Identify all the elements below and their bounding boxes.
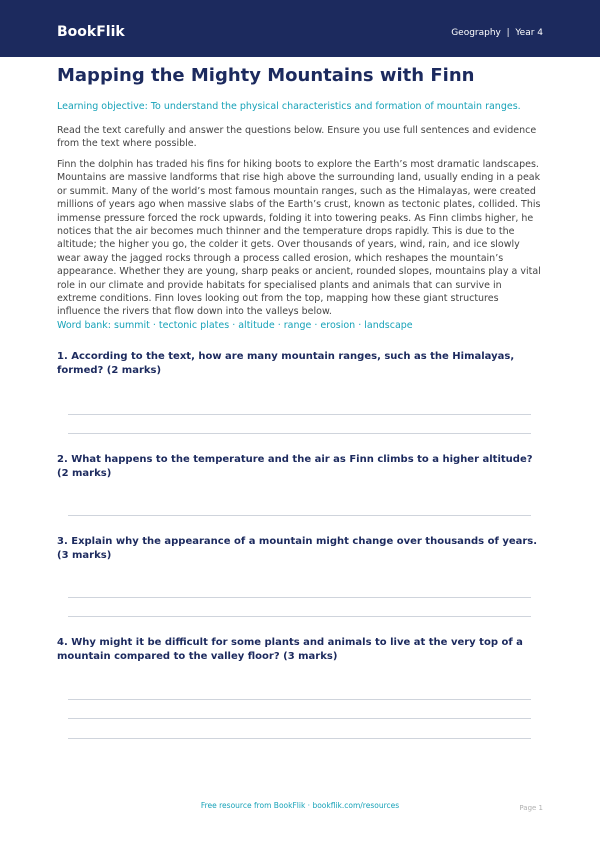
answer-line[interactable] (68, 414, 531, 415)
answer-line[interactable] (68, 738, 531, 739)
page-header (0, 0, 600, 57)
page-number: Page 1 (519, 804, 543, 812)
reading-passage: Finn the dolphin has traded his fins for hiking boots to explore the Earth’s most dramatic landscapes. Mountains are massive landforms that rise high above the surrounding land, usually ending in a peak or summit. Many of the world’s most famous mountain ranges, such as the Himalayas, were created millions of years ago when massive slabs of the Earth’s crust, known as tectonic plates, collided. This immense pressure forced the rock upwards, folding it into towering peaks. As Finn climbs higher, he notices that the air becomes much thinner and the temperature drops rapidly. This is due to the altitude; the higher you go, the colder it gets. Over thousands of years, wind, rain, and ice slowly wear away the jagged rocks through a process called erosion, which reshapes the mountain’s appearance. Whether they are young, sharp peaks or ancient, rounded slopes, mountains play a vital role in our climate and provide habitats for specialised plants and animals that can survive in extreme conditions. Finn loves looking out from the top, mapping how these giant structures influence the rivers that flow down into the valleys below. (57, 159, 541, 318)
answer-line[interactable] (68, 616, 531, 617)
answer-line[interactable] (68, 699, 531, 700)
question-1: 1. According to the text, how are many mountain ranges, such as the Himalayas, formed? (2 marks) (57, 351, 515, 376)
word-bank: Word bank: summit · tectonic plates · altitude · range · erosion · landscape (57, 320, 413, 331)
answer-line[interactable] (68, 597, 531, 598)
footer-text: Free resource from BookFlik · bookflik.com/resources (200, 801, 400, 810)
question-4: 4. Why might it be difficult for some plants and animals to live at the very top of a mountain compared to the valley floor? (3 marks) (57, 637, 523, 662)
subject-year-label: Geography | Year 4 (451, 28, 543, 38)
question-2: 2. What happens to the temperature and the air as Finn climbs to a higher altitude? (2 marks) (57, 454, 533, 479)
answer-line[interactable] (68, 433, 531, 434)
answer-line[interactable] (68, 515, 531, 516)
page-title: Mapping the Mighty Mountains with Finn (57, 65, 475, 86)
brand-logo: BookFlik (57, 24, 125, 40)
answer-line[interactable] (68, 718, 531, 719)
question-3: 3. Explain why the appearance of a mountain might change over thousands of years. (3 marks) (57, 536, 538, 561)
learning-objective: Learning objective: To understand the physical characteristics and formation of mountain ranges. (57, 101, 521, 112)
instructions-text: Read the text carefully and answer the questions below. Ensure you use full sentences and evidence from the text where possible. (57, 125, 537, 150)
